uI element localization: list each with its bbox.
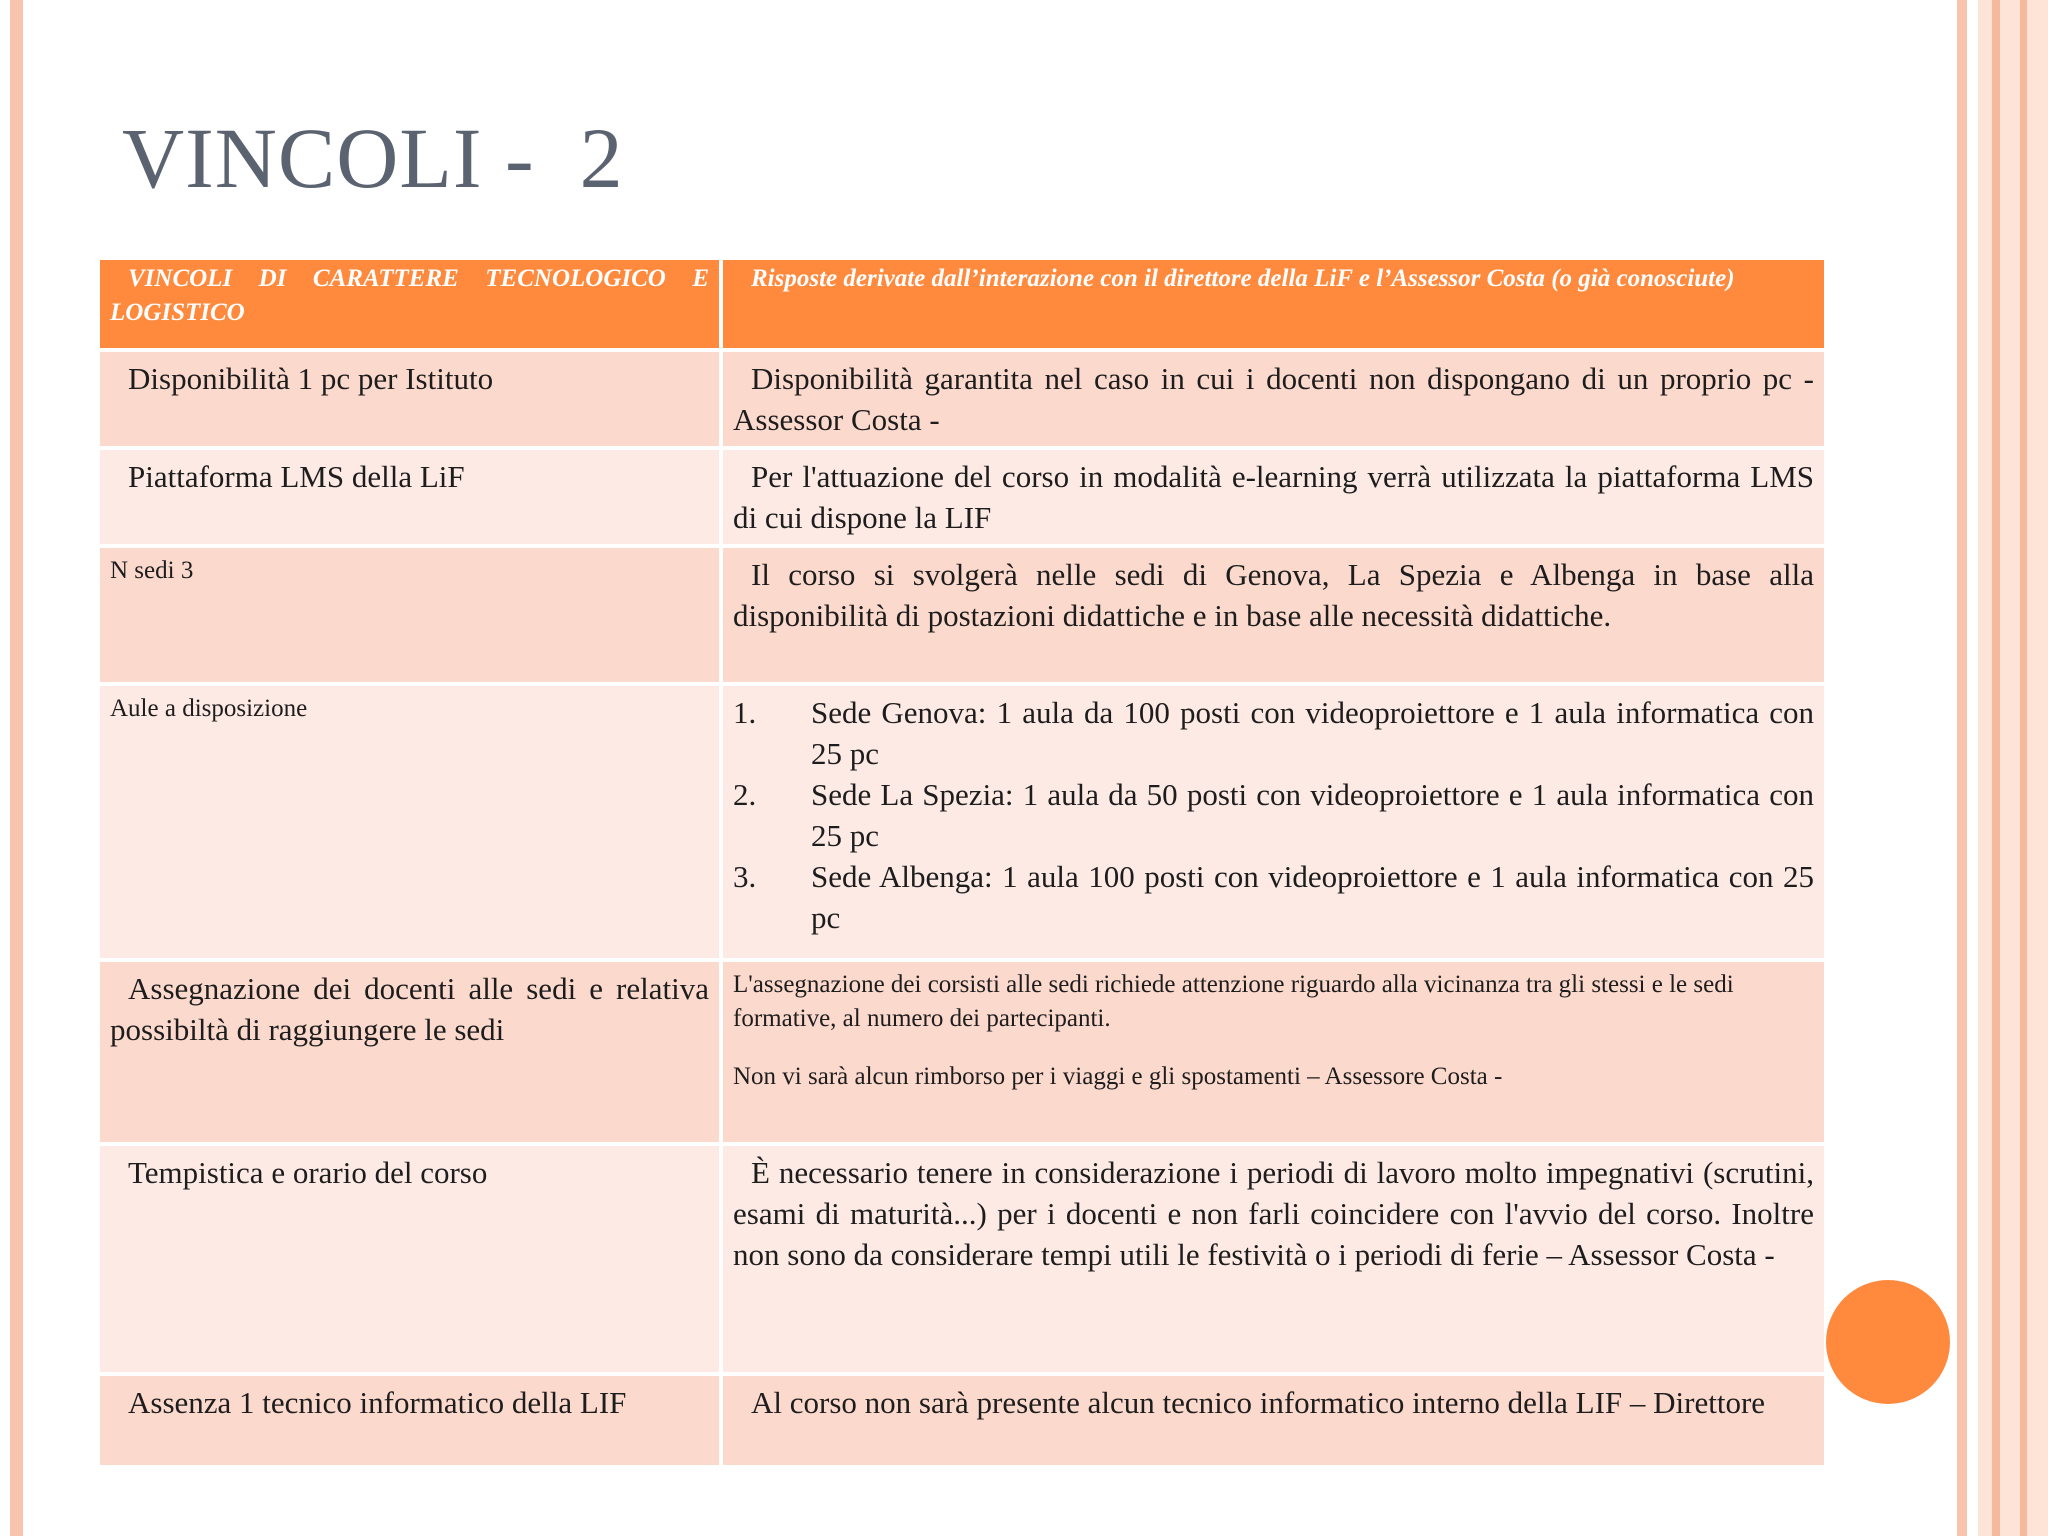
header-vincoli: VINCOLI DI CARATTERE TECNOLOGICO E LOGISTICO	[98, 258, 721, 350]
right-frame-bar	[1957, 0, 1967, 1536]
right-frame-stripe-outer	[2020, 0, 2027, 1536]
aule-list	[733, 692, 1814, 938]
decorative-orange-circle	[1826, 1280, 1950, 1404]
table-row	[98, 684, 1826, 960]
list-text: Sede Genova: 1 aula da 100 posti con videoproiettore e 1 aula informatica con 25 pc	[811, 695, 1814, 771]
table-row	[98, 960, 1826, 1144]
risposta-cell: Disponibilità garantita nel caso in cui i docenti non dispongano di un proprio pc - Assessor Costa -	[721, 350, 1826, 448]
vincolo-cell: Assegnazione dei docenti alle sedi e relativa possibiltà di raggiungere le sedi	[98, 960, 721, 1144]
risposta-cell: Il corso si svolgerà nelle sedi di Genova, La Spezia e Albenga in base alla disponibilità di postazioni didattiche e in base alle necessità didattiche.	[721, 546, 1826, 684]
vincolo-cell: Aule a disposizione	[98, 684, 721, 960]
risposta-cell: Per l'attuazione del corso in modalità e-learning verrà utilizzata la piattaforma LMS di cui dispone la LIF	[721, 448, 1826, 546]
table-row	[98, 448, 1826, 546]
left-frame-bar	[10, 0, 23, 1536]
list-number: 2.	[733, 777, 757, 812]
risposta-paragraph: L'assegnazione dei corsisti alle sedi richiede attenzione riguardo alla vicinanza tra gli stessi e le sedi formative, al numero dei partecipanti.	[733, 971, 1734, 1032]
right-frame-stripe	[1992, 0, 2000, 1536]
risposta-cell	[721, 960, 1826, 1144]
vincolo-cell: Piattaforma LMS della LiF	[98, 448, 721, 546]
list-number: 1.	[733, 695, 757, 730]
table-row	[98, 1144, 1826, 1374]
vincolo-cell: Tempistica e orario del corso	[98, 1144, 721, 1374]
slide-title: VINCOLI - 2	[122, 110, 624, 206]
table-row	[98, 1374, 1826, 1467]
risposta-cell: È necessario tenere in considerazione i periodi di lavoro molto impegnativi (scrutini, esami di maturità...) per i docenti e non farli coincidere con l'avvio del corso. Inoltre non sono da considerare tempi utili le festività o i periodi di ferie – Assessor Costa -	[721, 1144, 1826, 1374]
right-frame-band	[1978, 0, 2048, 1536]
table-row	[98, 546, 1826, 684]
list-item	[733, 774, 1814, 856]
vincoli-table	[96, 256, 1828, 1469]
list-item	[733, 692, 1814, 774]
vincolo-cell: Disponibilità 1 pc per Istituto	[98, 350, 721, 448]
risposta-paragraph: Non vi sarà alcun rimborso per i viaggi e gli spostamenti – Assessore Costa -	[733, 1063, 1503, 1090]
risposta-cell: Al corso non sarà presente alcun tecnico informatico interno della LIF – Direttore	[721, 1374, 1826, 1467]
list-item	[733, 856, 1814, 938]
list-number: 3.	[733, 859, 757, 894]
vincolo-cell: Assenza 1 tecnico informatico della LIF	[98, 1374, 721, 1467]
header-risposte: Risposte derivate dall’interazione con il direttore della LiF e l’Assessor Costa (o già conosciute)	[721, 258, 1826, 350]
list-text: Sede Albenga: 1 aula 100 posti con videoproiettore e 1 aula informatica con 25 pc	[811, 859, 1814, 935]
table-header-row	[98, 258, 1826, 350]
vincolo-cell: N sedi 3	[98, 546, 721, 684]
table-row	[98, 350, 1826, 448]
risposta-cell	[721, 684, 1826, 960]
list-text: Sede La Spezia: 1 aula da 50 posti con videoproiettore e 1 aula informatica con 25 pc	[811, 777, 1814, 853]
